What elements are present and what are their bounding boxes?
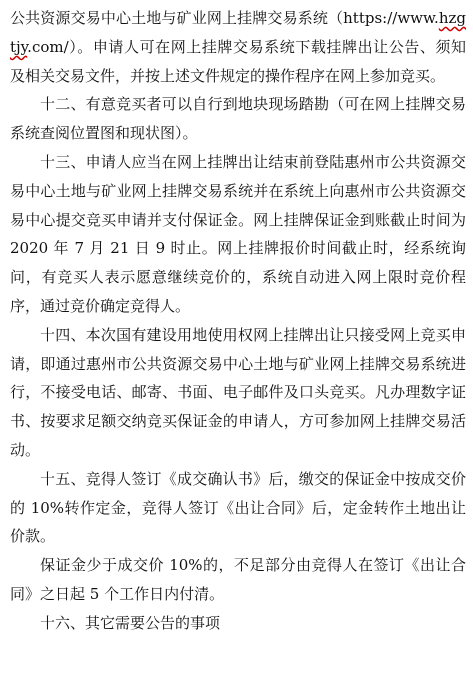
paragraph-deposit-shortfall: 保证金少于成交价 10%的，不足部分由竞得人在签订《出让合同》之日起 5 个工作日内付清。 [10, 556, 466, 603]
document-page [10, 4, 466, 638]
website-domain-text: hzgtjy [10, 9, 466, 56]
paragraph-system-download [10, 4, 466, 90]
paragraph-text-system-intro: 公共资源交易中心土地与矿业网上挂牌交易系统（https://www. [10, 9, 439, 27]
paragraph-text-download-instructions: .com/）。申请人可在网上挂牌交易系统下载挂牌出让公告、须知及相关交易文件，并按上述文件规定的操作程序在网上参加竞买。 [10, 37, 466, 85]
paragraph-online-bidding-only: 十四、本次国有建设用地使用权网上挂牌出让只接受网上竞买申请，即通过惠州市公共资源交易中心土地与矿业网上挂牌交易系统进行，不接受电话、邮寄、书面、电子邮件及口头竞买。凡办理数字证书、按要求足额交纳竞买保证金的申请人，方可参加网上挂牌交易活动。 [10, 325, 466, 459]
paragraph-deposit-conversion: 十五、竞得人签订《成交确认书》后，缴交的保证金中按成交价的 10%转作定金，竞得人签订《出让合同》后，定金转作土地出让价款。 [10, 469, 466, 546]
paragraph-application-deposit: 十三、申请人应当在网上挂牌出让结束前登陆惠州市公共资源交易中心土地与矿业网上挂牌交易系统并在系统上向惠州市公共资源交易中心提交竞买申请并支付保证金。网上挂牌保证金到账截止时间为 2020 年 7 月 21 日 9 时止。网上挂牌报价时间截止时，经系统询问，有竞买人表示愿意继续竞价的，系统自动进入网上限时竞价程序，通过竞价确定竞得人。 [10, 152, 466, 315]
paragraph-other-matters-heading: 十六、其它需要公告的事项 [40, 613, 221, 632]
paragraph-site-inspection: 十二、有意竞买者可以自行到地块现场踏勘（可在网上挂牌交易系统查阅位置图和现状图）。 [10, 95, 466, 143]
